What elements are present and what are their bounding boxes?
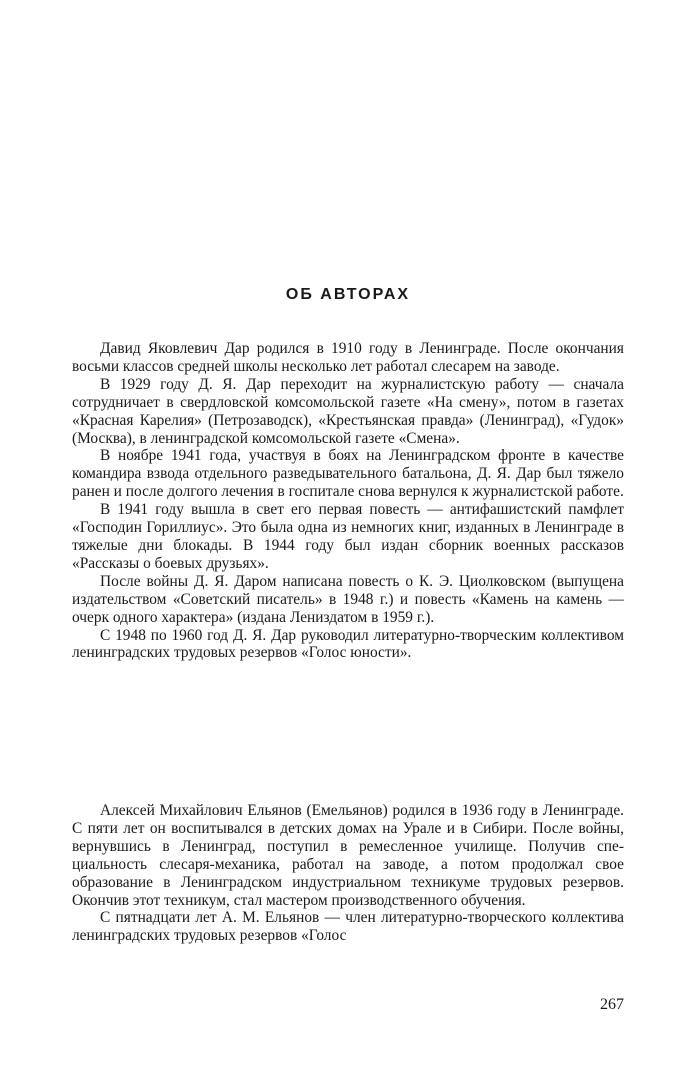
bio-paragraph: В 1929 году Д. Я. Дар переходит на журналистскую работу — сначала сотрудничает в свердловской комсомольской газете «На смену», потом в газетах «Красная Карелия» (Петрозаводск), «Крестьянская правда» (Ленинград), «Гудок» (Москва), в ленинградской комсомольской газете «Смена». [72, 375, 624, 447]
bio-paragraph: Давид Яковлевич Дар родился в 1910 году в Ленинграде. После окончания восьми классов средней школы несколько лет работал слесарем на заводе. [72, 340, 624, 375]
bio-paragraph: Алексей Михайлович Ельянов (Емельянов) родился в 1936 году в Ленинграде. С пяти лет он воспитывался в детских домах на Урале и в Сибири. После войны, вернувшись в Ленинград, поступил в ремесленное училище. Получив специальность слесаря-механика, работал на заводе, а потом продолжал свое образование в Ленинградском индустриальном техникуме трудовых резервов. Окончив этот техникум, стал мастером производственного обучения. [72, 802, 624, 909]
author-bio-dar [72, 340, 624, 662]
bio-paragraph: С пятнадцати лет А. М. Ельянов — член литературно-творческого коллектива ленинградских трудовых резервов «Голос [72, 909, 624, 945]
bio-paragraph: После войны Д. Я. Даром написана повесть о К. Э. Циолковском (выпущена издательством «Советский писатель» в 1948 г.) и повесть «Камень на камень — очерк одного характера» (издана Лениздатом в 1959 г.). [72, 572, 624, 626]
book-page [72, 0, 624, 1072]
bio-paragraph: В 1941 году вышла в свет его первая повесть — антифашистский памфлет «Господин Гориллиус». Это была одна из немногих книг, изданных в Ленинграде в тяжелые дни блокады. В 1944 году был издан сборник военных рассказов «Рассказы о боевых друзьях». [72, 501, 624, 572]
author-bio-elyanov [72, 802, 624, 945]
section-heading: ОБ АВТОРАХ [285, 286, 411, 303]
bio-paragraph: С 1948 по 1960 год Д. Я. Дар руководил литературно-творческим коллективом ленинградских трудовых резервов «Голос юности». [72, 626, 624, 662]
page-number: 267 [600, 996, 624, 1013]
bio-paragraph: В ноябре 1941 года, участвуя в боях на Ленинградском фронте в качестве командира взвода отдельного разведывательного батальона, Д. Я. Дар был тяжело ранен и после долгого лечения в госпитале снова вернулся к журналистской работе. [72, 447, 624, 501]
